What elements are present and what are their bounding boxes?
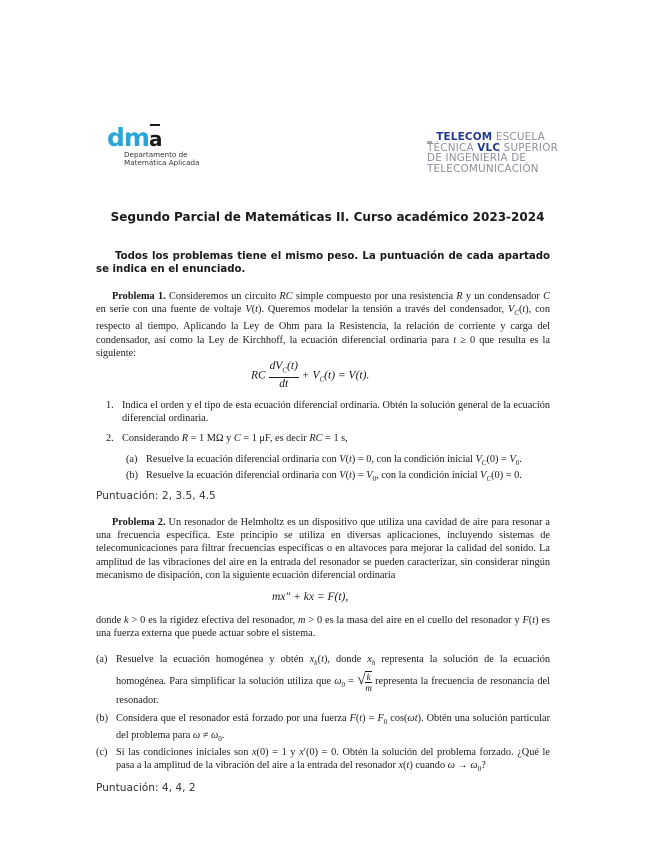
problem2-item-c: [96, 746, 550, 776]
intro-text: [96, 250, 550, 276]
page-title: Segundo Parcial de Matemáticas II. Curso académico 2023-2024: [110, 210, 545, 224]
intro-bind: Todos los problemas tiene el mismo peso. La puntuación de cada apartado se indica en el enunciado.: [96, 251, 550, 275]
problem2-b-text: Considera que el resonador está forzado por una fuerza $F(t) = F_0$ cos(ωt). Obtén una solución particular del problema para $\omega \ne \omega_0$.: [116, 713, 550, 744]
problem2-label: Problema 2.: [112, 517, 166, 528]
telecom-word: TELECOM: [436, 131, 493, 143]
problem2-after-text: donde k > 0 es la rigidez efectiva del resonador, m > 0 es la masa del aire en el cuello del resonador y F(t) es una fuerza externa que puede actuar sobre el sistema.: [96, 615, 550, 640]
problem1-item1-text: Indica el orden y el tipo de esta ecuación diferencial ordinaria. Obtén la solución general de la ecuación diferencial ordinaria.: [122, 400, 550, 425]
dma-logo: d m a: [107, 123, 162, 152]
problem2-after: [96, 614, 550, 640]
telecom-logo: [427, 132, 567, 174]
problem2-equation: mx″ + kx = F(t),: [272, 591, 349, 603]
problem1-sub-b-text: Resuelve la ecuación diferencial ordinaria con $V(t) = V_0$, con la condición inicial $V_C(0) = 0$.: [146, 470, 522, 484]
problem1-sub-a: [126, 453, 556, 470]
problem1-item1-num: 1.: [106, 400, 114, 411]
problem1-equation: RC $\frac{dV_C(t)}{dt}$ + $V_C(t) = V(t)$.: [251, 360, 370, 391]
telecom-vlc: VLC: [477, 141, 501, 154]
problem1-item2-text: Considerando R = 1 MΩ y C = 1 μF, es decir RC = 1 s,: [122, 433, 348, 444]
problem2-a-text: Resuelve la ecuación homogénea y obtén $x_h(t)$, donde $x_h$ representa la solución de la ecuación homogénea. Para simplificar la solución utiliza que $\omega_0$ = √ $\frac{k}{m}$ representa la frecuencia de resonancia del resonador.: [116, 654, 550, 707]
telecom-line2-rest: SUPERIOR: [500, 141, 558, 154]
telecom-dash: _: [427, 131, 437, 143]
problem1-sub-b: [126, 469, 556, 486]
problem2-c-label: (c): [96, 747, 108, 758]
problem1-sub-b-label: (b): [126, 470, 139, 481]
problem2-score: Puntuación: 4, 4, 2: [96, 782, 196, 794]
problem1-label: Problema 1.: [112, 291, 166, 302]
problem1-item2: [106, 432, 550, 445]
problem2-a-label: (a): [96, 654, 108, 665]
problem2-item-a: [96, 652, 550, 708]
telecom-line1-rest: ESCUELA: [492, 131, 545, 143]
problem1-item2-num: 2.: [106, 433, 114, 444]
problem2-statement: [96, 516, 550, 582]
problem1-sub-a-text: Resuelve la ecuación diferencial ordinaria con V(t) = 0, con la condición inicial $V_C(0) = V_0$.: [146, 454, 522, 468]
problem2-c-text: Si las condiciones iniciales son x(0) = 1 y x′(0) = 0. Obtén la solución del problema forzado. ¿Qué le pasa a la amplitud de la vibración del aire a la entrada del resonador x(t) cuando $\omega \to \omega_0$?: [116, 747, 550, 774]
problem1-item1: [106, 399, 550, 425]
telecom-line2-a: TÉCNICA: [427, 141, 478, 154]
problem1-sub-a-label: (a): [126, 454, 138, 465]
problem1-text: Consideremos un circuito RC simple compuesto por una resistencia R y un condensador C en serie con una fuente de voltaje V(t). Queremos modelar la tensión a través del condensador, $V_C(t)$, con respecto al tiempo. Aplicando la Ley de Ohm para la Resistencia, la relación de corriente y carga del condensador, así como la Ley de Kirchhoff, la ecuación diferencial ordinaria para t ≥ 0 que resulta es la siguiente:: [96, 291, 551, 359]
problem2-text: Un resonador de Helmholtz es un dispositivo que utiliza una cavidad de aire para resonar a una frecuencia específica. Este principio se utiliza en diversas aplicaciones, incluyendo sistemas de telecomunicaciones para filtrar frecuencias específicas o en altavoces para mejorar la calidad del sonido. La amplitud de las vibraciones del aire en la entrada del resonador se pueden caracterizar, sin considerar ningún mecanismo de disipación, con la siguiente ecuación diferencial ordinaria: [96, 517, 550, 581]
telecom-line3: DE INGENIERÍA DE: [427, 152, 527, 165]
department-line1: Departamento de: [124, 150, 188, 159]
department-line2: Matemática Aplicada: [124, 158, 200, 168]
problem1-statement: [96, 290, 550, 360]
telecom-line4: TELECOMUNICACIÓN: [427, 162, 539, 175]
department-name: [124, 151, 200, 168]
problem2-item-b: [96, 712, 550, 747]
problem1-score: Puntuación: 2, 3.5, 4.5: [96, 490, 216, 502]
problem2-b-label: (b): [96, 713, 109, 724]
